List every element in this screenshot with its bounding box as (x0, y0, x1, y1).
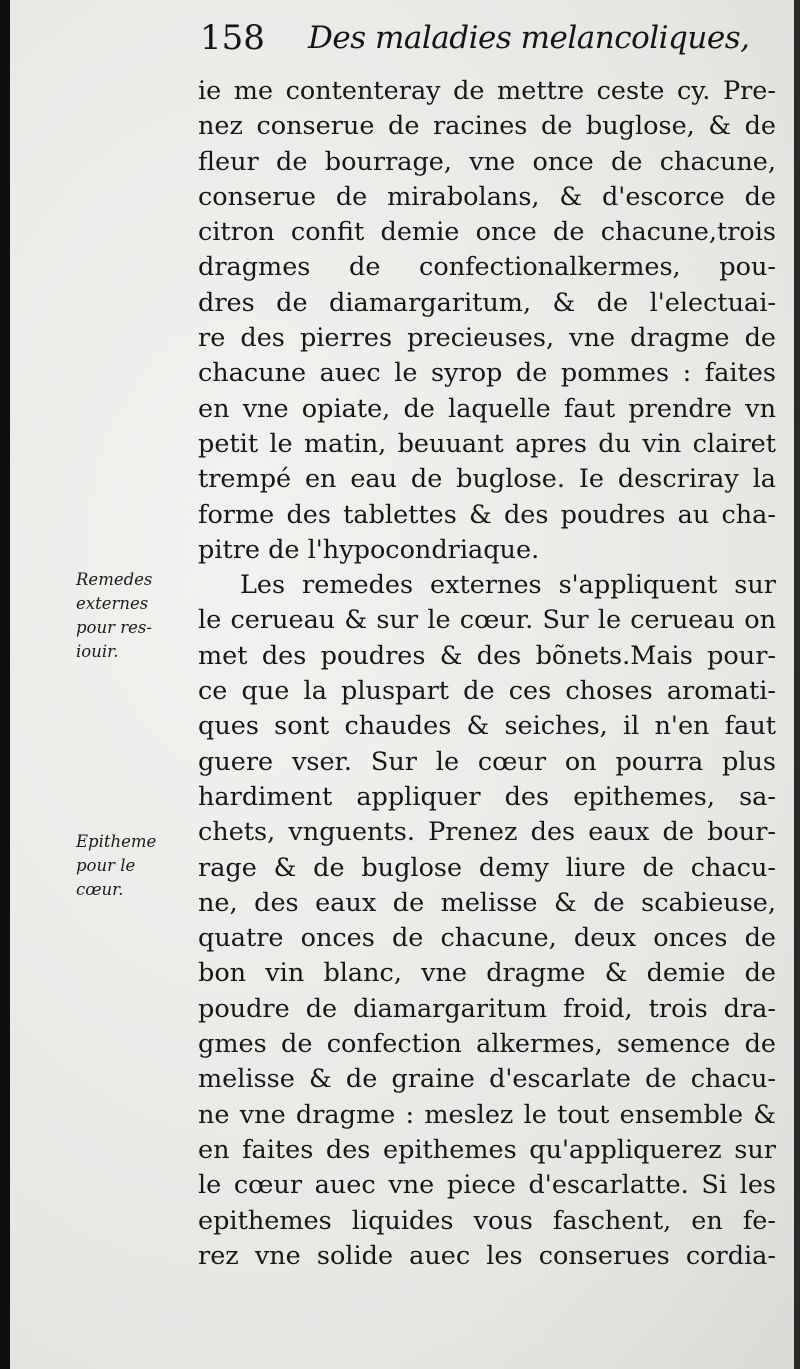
text-line: ne, des eaux de melisse & de scabieuse, (198, 887, 776, 918)
text-line: le cerueau & sur le cœur. Sur le cerueau on (198, 605, 776, 636)
text-line: chacune auec le syrop de pommes : faites (198, 358, 776, 389)
text-line: hardiment appliquer des epithemes, sa- (198, 781, 776, 812)
text-line: citron confit demie once de chacune,trois (198, 217, 776, 248)
text-line: guere vser. Sur le cœur on pourra plus (198, 746, 776, 777)
text-line: quatre onces de chacune, deux onces de (198, 923, 776, 954)
text-line: fleur de bourrage, vne once de chacune, (198, 146, 776, 177)
text-line: trempé en eau de buglose. Ie descriray la (198, 464, 776, 495)
text-line: Les remedes externes s'appliquent sur (240, 570, 776, 601)
margin-note-remedes-externes (76, 568, 196, 664)
text-line: bon vin blanc, vne dragme & demie de (198, 958, 776, 989)
margin-note-line: cœur. (76, 880, 124, 899)
text-line: dres de diamargaritum, & de l'electuai- (198, 287, 776, 318)
margin-note-line: pour le (76, 856, 136, 875)
margin-note-line: Epitheme (76, 832, 157, 851)
text-line: le cœur auec vne piece d'escarlatte. Si les (198, 1170, 776, 1201)
text-line: rage & de buglose demy liure de chacu- (198, 852, 776, 883)
text-line: forme des tablettes & des poudres au cha- (198, 499, 776, 530)
text-line: poudre de diamargaritum froid, trois dra- (198, 993, 776, 1024)
text-line: petit le matin, beuuant apres du vin clairet (198, 428, 776, 459)
text-line: ques sont chaudes & seiches, il n'en faut (198, 711, 776, 742)
page-number: 158 (200, 18, 265, 58)
running-title: Des maladies melancoliques, (308, 20, 750, 56)
margin-note-line: iouir. (76, 642, 119, 661)
text-line: re des pierres precieuses, vne dragme de (198, 323, 776, 354)
text-line: en faites des epithemes qu'appliquerez sur (198, 1134, 776, 1165)
text-line: pitre de l'hypocondriaque. (198, 534, 540, 565)
text-line: rez vne solide auec les conserues cordia- (198, 1240, 776, 1271)
text-line: dragmes de confectionalkermes, pou- (198, 252, 776, 283)
text-line: ne vne dragme : meslez le tout ensemble & (198, 1099, 776, 1130)
text-line: conserue de mirabolans, & d'escorce de (198, 181, 776, 212)
page-header (200, 14, 780, 70)
text-line: melisse & de graine d'escarlate de chacu- (198, 1064, 776, 1095)
margin-note-line: Remedes (76, 570, 153, 589)
margin-note-line: pour res- (76, 618, 152, 637)
margin-note-epitheme (76, 830, 196, 902)
text-line: met des poudres & des bõnets.Mais pour- (198, 640, 776, 671)
text-line: ie me contenteray de mettre ceste cy. Pre- (198, 76, 776, 106)
text-line: en vne opiate, de laquelle faut prendre vn (198, 393, 776, 424)
text-line: nez conserue de racines de buglose, & de (198, 111, 776, 142)
text-line: chets, vnguents. Prenez des eaux de bour- (198, 817, 776, 848)
text-line: epithemes liquides vous faschent, en fe- (198, 1205, 776, 1236)
text-line: gmes de confection alkermes, semence de (198, 1029, 776, 1060)
text-line: ce que la pluspart de ces choses aromati- (198, 676, 776, 707)
margin-note-line: externes (76, 594, 149, 613)
body-text (198, 74, 776, 1274)
